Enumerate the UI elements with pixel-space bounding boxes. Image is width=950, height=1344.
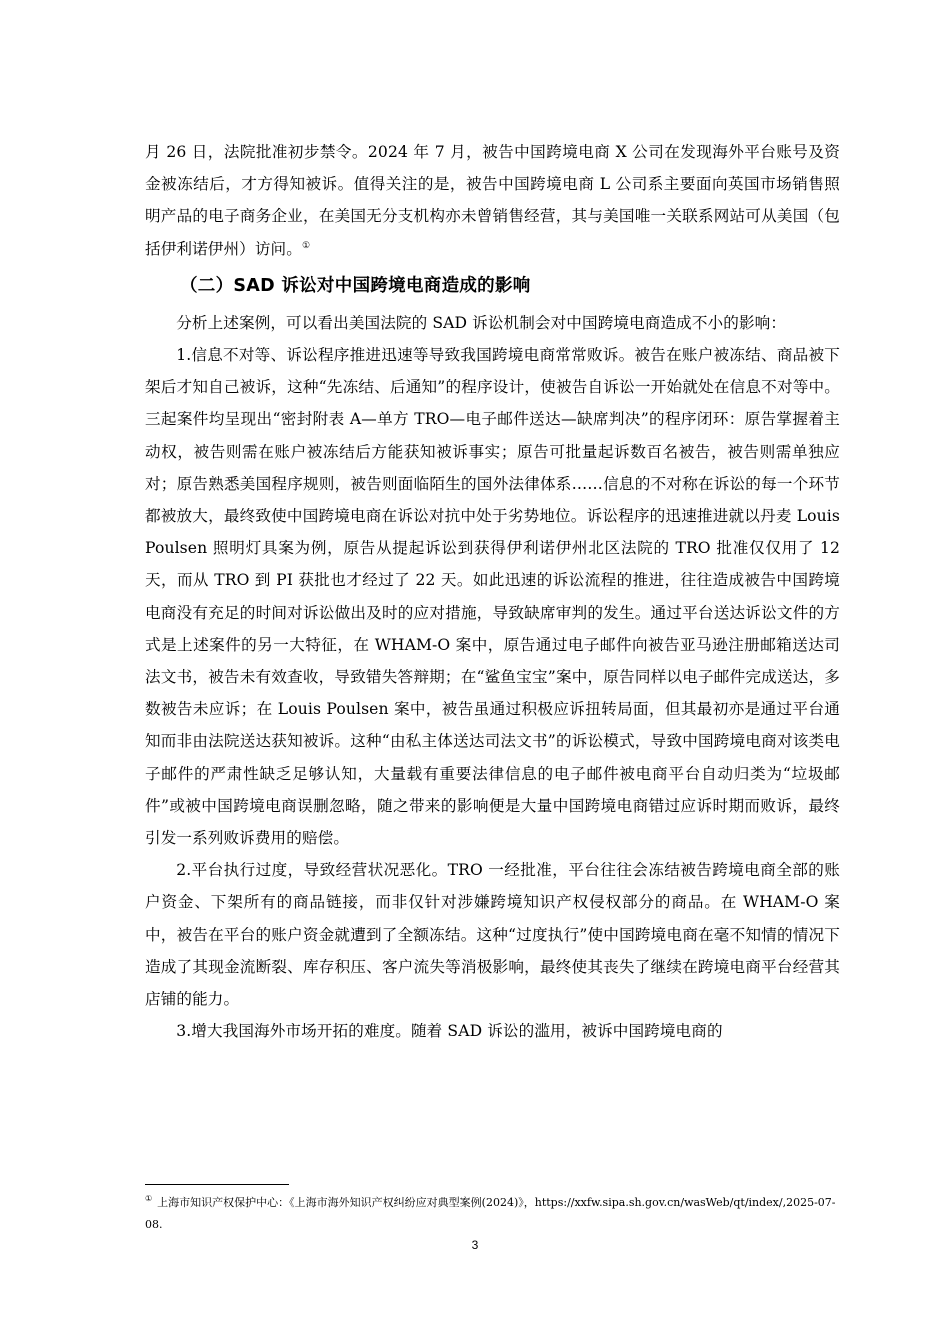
footnote xyxy=(145,1192,845,1236)
paragraph-continued xyxy=(145,136,840,265)
paragraph-point-1: 1.信息不对等、诉讼程序推进迅速等导致我国跨境电商常常败诉。被告在账户被冻结、商品被下架后才知自己被诉，这种“先冻结、后通知”的程序设计，使被告自诉讼一开始就处在信息不对等中。三起案件均呈现出“密封附表 A—单方 TRO—电子邮件送达—缺席判决”的程序闭环：原告掌握着主动权，被告则需在账户被冻结后方能获知被诉事实；原告可批量起诉数百名被告，被告则需单独应对；原告熟悉美国程序规则，被告则面临陌生的国外法律体系……信息的不对称在诉讼的每一个环节都被放大，最终致使中国跨境电商在诉讼对抗中处于劣势地位。诉讼程序的迅速推进就以丹麦 Louis Poulsen 照明灯具案为例，原告从提起诉讼到获得伊利诺伊州北区法院的 TRO 批准仅仅用了 12 天，而从 TRO 到 PI 获批也才经过了 22 天。如此迅速的诉讼流程的推进，往往造成被告中国跨境电商没有充足的时间对诉讼做出及时的应对措施，导致缺席审判的发生。通过平台送达诉讼文件的方式是上述案件的另一大特征，在 WHAM-O 案中，原告通过电子邮件向被告亚马逊注册邮箱送达司法文书，被告未有效查收，导致错失答辩期；在“鲨鱼宝宝”案中，原告同样以电子邮件完成送达，多数被告未应诉；在 Louis Poulsen 案中，被告虽通过积极应诉扭转局面，但其最初亦是通过平台通知而非由法院送达获知被诉。这种“由私主体送达司法文书”的诉讼模式，导致中国跨境电商对该类电子邮件的严肃性缺乏足够认知，大量载有重要法律信息的电子邮件被电商平台自动归类为“垃圾邮件”或被中国跨境电商误删忽略，随之带来的影响便是大量中国跨境电商错过应诉时期而败诉，最终引发一系列败诉费用的赔偿。 xyxy=(145,346,840,848)
page-number: 3 xyxy=(471,1238,479,1252)
footnote-marker: ① xyxy=(145,1194,153,1204)
paragraph-text: 月 26 日，法院批准初步禁令。2024 年 7 月，被告中国跨境电商 X 公司在发现海外平台账号及资金被冻结后，才方得知被诉。值得关注的是，被告中国跨境电商 L 公司系主要面向英国市场销售照明产品的电子商务企业，在美国无分支机构亦未曾销售经营，其与美国唯一关联系网站可从美国（包括伊利诺伊州）访问。 xyxy=(145,143,840,258)
section-heading: （二）SAD 诉讼对中国跨境电商造成的影响 xyxy=(180,275,531,296)
paragraph-intro: 分析上述案例，可以看出美国法院的 SAD 诉讼机制会对中国跨境电商造成不小的影响： xyxy=(176,313,787,332)
footnote-divider xyxy=(145,1184,289,1185)
footnote-text: 上海市知识产权保护中心：《上海市海外知识产权纠纷应对典型案例(2024)》，https://xxfw.sipa.sh.gov.cn/wasWeb/qt/index/,2025-07-08. xyxy=(145,1196,836,1231)
paragraph-point-3: 3.增大我国海外市场开拓的难度。随着 SAD 诉讼的滥用，被诉中国跨境电商的 xyxy=(176,1022,723,1041)
footnote-reference[interactable]: ① xyxy=(301,240,311,251)
paragraph-point-2: 2.平台执行过度，导致经营状况恶化。TRO 一经批准，平台往往会冻结被告跨境电商全部的账户资金、下架所有的商品链接，而非仅针对涉嫌跨境知识产权侵权部分的商品。在 WHAM-O 案中，被告在平台的账户资金就遭到了全额冻结。这种“过度执行”使中国跨境电商在毫不知情的情况下造成了其现金流断裂、库存积压、客户流失等消极影响，最终使其丧失了继续在跨境电商平台经营其店铺的能力。 xyxy=(145,861,840,1009)
body-text xyxy=(145,136,840,1047)
